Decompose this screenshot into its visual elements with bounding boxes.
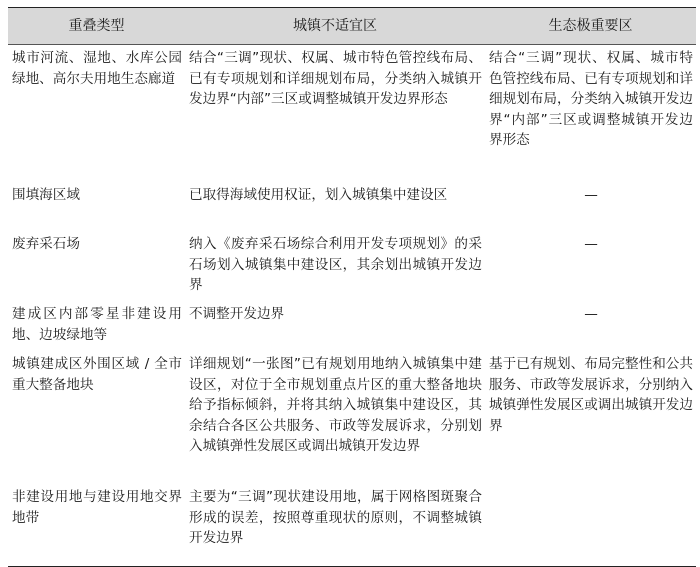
cell-ecological-critical-area: [485, 484, 696, 567]
cell-unsuitable-urban-area: 结合“三调”现状、权属、城市特色管控线布局、已有专项规划和详细规划布局，分类纳入城镇开发边界“内部”三区或调整城镇开发边界形态: [189, 50, 482, 108]
cell-ecological-critical-area: —: [584, 306, 598, 322]
cell-ecological-critical-area: —: [584, 187, 598, 203]
cell-ecological-critical-area: —: [584, 236, 598, 252]
cell-unsuitable-urban-area: 主要为“三调”现状建设用地，属于网格图斑聚合形成的误差，按照尊重现状的原则，不调整城镇开发边界: [185, 484, 485, 567]
cell-unsuitable-urban-area: 纳入《废弃采石场综合利用开发专项规划》的采石场划入城镇集中建设区，其余划出城镇开发边界: [189, 236, 482, 294]
header-ecological-critical-area: 生态极重要区: [485, 8, 696, 45]
table-row: [8, 45, 696, 183]
cell-overlap-type: 废弃采石场: [12, 236, 80, 252]
header-row: [8, 8, 696, 45]
cell-overlap-type: 城市河流、湿地、水库公园绿地、高尔夫用地生态廊道: [12, 50, 182, 87]
cell-ecological-critical-area: 基于已有规划、布局完整性和公共服务、市政等发展诉求，分别纳入城镇弹性发展区或调出城镇开发边界: [489, 356, 693, 434]
table-header: [8, 8, 696, 45]
cell-overlap-type: 非建设用地与建设用地交界地带: [8, 484, 185, 567]
cell-overlap-type: 城镇建成区外围区域 / 全市重大整备地块: [12, 356, 182, 393]
header-overlap-type: 重叠类型: [8, 8, 185, 45]
table-row: [8, 351, 696, 484]
table-row: [8, 301, 696, 351]
cell-unsuitable-urban-area: 不调整开发边界: [189, 306, 285, 322]
header-unsuitable-urban-area: 城镇不适宜区: [185, 8, 485, 45]
table-row: [8, 484, 696, 567]
cell-ecological-critical-area: 结合“三调”现状、权属、城市特色管控线布局、已有专项规划和详细规划布局，分类纳入城镇开发边界“内部”三区或调整城镇开发边界形态: [489, 50, 693, 149]
cell-unsuitable-urban-area: 详细规划“一张图”已有规划用地纳入城镇集中建设区，对位于全市规划重点片区的重大整备地块给予指标倾斜，并将其纳入城镇集中建设区，其余结合各区公共服务、市政等发展诉求，分别划入城镇弹性发展区或调出城镇开发边界: [189, 356, 482, 455]
table-body: [8, 45, 696, 567]
overlap-adjustment-table: [8, 7, 696, 567]
cell-unsuitable-urban-area: 已取得海域使用权证，划入城镇集中建设区: [189, 187, 448, 203]
table-row: [8, 231, 696, 301]
table-row: [8, 182, 696, 231]
cell-overlap-type: 建成区内部零星非建设用地、边坡绿地等: [12, 306, 182, 343]
cell-overlap-type: 围填海区域: [12, 187, 80, 203]
